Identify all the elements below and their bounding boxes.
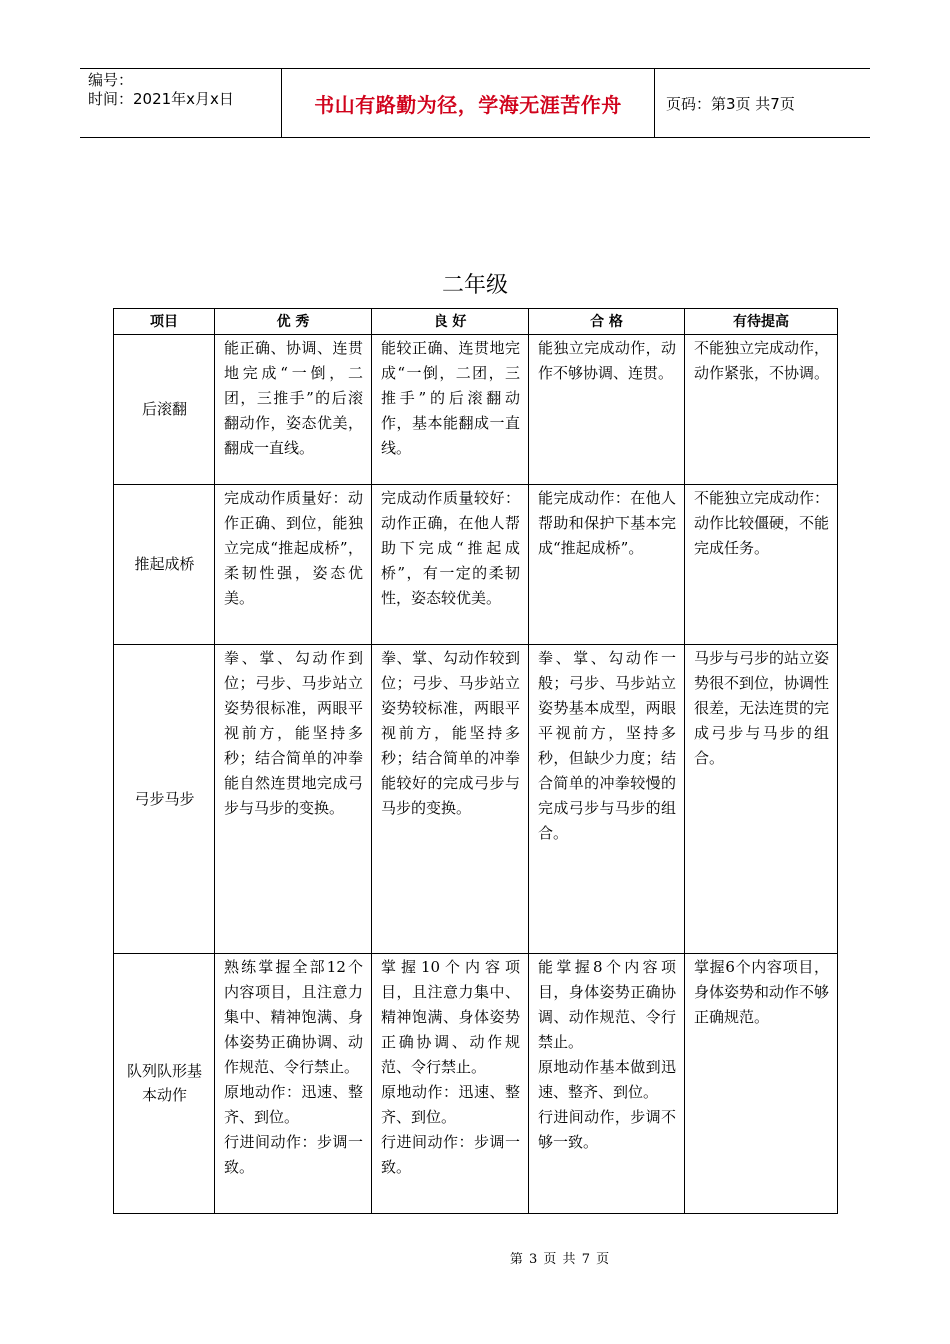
header-meta (80, 69, 282, 137)
cell-improve: 掌握6个内容项目，身体姿势和动作不够正确规范。 (685, 954, 838, 1214)
column-header-item: 项目 (114, 309, 215, 335)
cell-improve: 不能独立完成动作，动作紧张，不协调。 (685, 335, 838, 485)
cell-good: 完成动作质量较好：动作正确，在他人帮助下完成“推起成桥”，有一定的柔韧性，姿态较优美。 (372, 485, 529, 645)
number-label: 编号： (88, 71, 134, 89)
cell-improve: 马步与弓步的站立姿势很不到位，协调性很差，无法连贯的完成弓步与马步的组合。 (685, 645, 838, 954)
header-page-info: 页码：第3页 共7页 (666, 94, 795, 113)
cell-line: 原地动作基本做到迅速、整齐、到位。 (538, 1058, 676, 1101)
cell-line: 原地动作：迅速、整齐、到位。 (381, 1083, 520, 1126)
row-item: 队列队形基本动作 (114, 954, 215, 1214)
date-label: 时间：2021年x月x日 (88, 90, 234, 108)
cell-good: 拳、掌、勾动作较到位；弓步、马步站立姿势较标准，两眼平视前方，能坚持多秒；结合简单的冲拳能较好的完成弓步与马步的变换。 (372, 645, 529, 954)
cell-line: 能掌握8个内容项目，身体姿势正确协调、动作规范、令行禁止。 (538, 958, 676, 1051)
page-title: 二年级 (441, 273, 508, 298)
table-row (114, 645, 838, 954)
column-header-good: 良 好 (372, 309, 529, 335)
cell-pass: 拳、掌、勾动作一般；弓步、马步站立姿势基本成型，两眼平视前方，坚持多秒，但缺少力度；结合简单的冲拳较慢的完成弓步与马步的组合。 (529, 645, 685, 954)
cell-line: 熟练掌握全部12个内容项目，且注意力集中、精神饱满、身体姿势正确协调、动作规范、令行禁止。 (224, 958, 363, 1076)
cell-line: 行进间动作：步调一致。 (224, 1133, 363, 1176)
table-row (114, 485, 838, 645)
cell-excellent: 拳、掌、勾动作到位；弓步、马步站立姿势很标准，两眼平视前方，能坚持多秒；结合简单的冲拳能自然连贯地完成弓步与马步的变换。 (215, 645, 372, 954)
cell-pass (529, 954, 685, 1214)
column-header-pass: 合 格 (529, 309, 685, 335)
row-item: 后滚翻 (114, 335, 215, 485)
cell-improve: 不能独立完成动作：动作比较僵硬，不能完成任务。 (685, 485, 838, 645)
row-item: 推起成桥 (114, 485, 215, 645)
cell-excellent: 完成动作质量好：动作正确、到位，能独立完成“推起成桥”，柔韧性强，姿态优美。 (215, 485, 372, 645)
column-header-improve: 有待提高 (685, 309, 838, 335)
cell-line: 掌握10个内容项目，且注意力集中、精神饱满、身体姿势正确协调、动作规范、令行禁止。 (381, 958, 520, 1076)
page-header (80, 68, 870, 138)
column-header-excellent: 优 秀 (215, 309, 372, 335)
cell-line: 行进间动作，步调不够一致。 (538, 1108, 676, 1151)
cell-pass: 能独立完成动作，动作不够协调、连贯。 (529, 335, 685, 485)
row-item: 弓步马步 (114, 645, 215, 954)
cell-good: 能较正确、连贯地完成“一倒，二团，三推手”的后滚翻动作，基本能翻成一直线。 (372, 335, 529, 485)
table-row (114, 954, 838, 1214)
table-header-row (114, 309, 838, 335)
cell-good (372, 954, 529, 1214)
cell-excellent (215, 954, 372, 1214)
cell-line: 行进间动作：步调一致。 (381, 1133, 520, 1176)
header-motto: 书山有路勤为径，学海无涯苦作舟 (282, 69, 655, 137)
cell-line: 原地动作：迅速、整齐、到位。 (224, 1083, 363, 1126)
table-row (114, 335, 838, 485)
page-footer: 第 3 页 共 7 页 (509, 1252, 611, 1267)
cell-pass: 能完成动作：在他人帮助和保护下基本完成“推起成桥”。 (529, 485, 685, 645)
cell-excellent: 能正确、协调、连贯地完成“一倒，二团，三推手”的后滚翻动作，姿态优美，翻成一直线。 (215, 335, 372, 485)
evaluation-table (113, 308, 838, 1214)
